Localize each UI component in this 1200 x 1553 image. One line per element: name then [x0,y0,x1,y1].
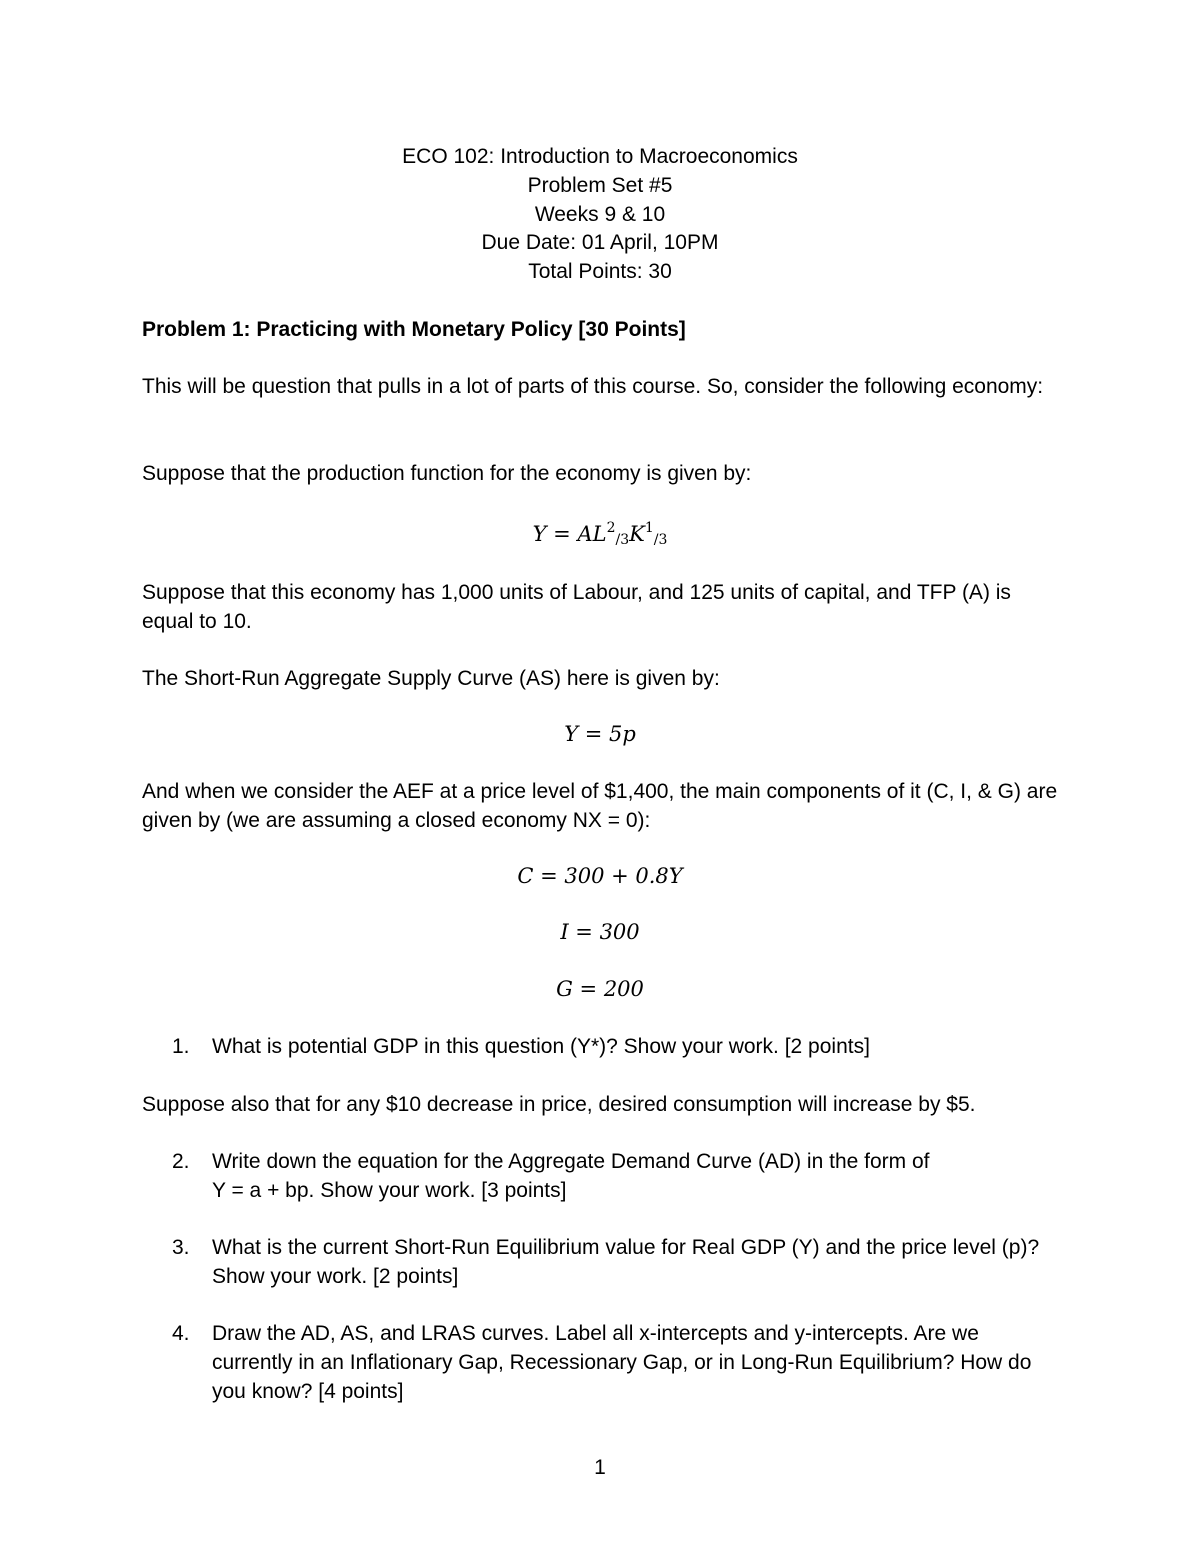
as-intro: The Short-Run Aggregate Supply Curve (AS) here is given by: [142,667,720,690]
government-equation: G = 200 [556,977,644,1001]
question-2 [172,1148,1062,1206]
document-header [0,143,1200,287]
as-equation: Y = 5p [564,722,636,746]
question-2-line-2: Y = a + bp. Show your work. [3 points] [212,1178,567,1202]
question-2-number: 2. [172,1150,190,1173]
production-intro: Suppose that the production function for the economy is given by: [142,462,752,485]
course-title: ECO 102: Introduction to Macroeconomics [402,145,798,168]
labour-exponent-num: 2 [606,520,616,536]
problem-title: Problem 1: Practicing with Monetary Policy [30 Points] [142,318,686,341]
production-eq-lhs: Y = AL [532,522,607,546]
problem-intro: This will be question that pulls in a lot of parts of this course. So, consider the following economy: [142,375,1044,398]
problem-set-title: Problem Set #5 [527,173,673,197]
aef-intro: And when we consider the AEF at a price level of $1,400, the main components of it (C, I, & G) are given by (we are assuming a closed economy NX = 0): [142,780,1058,832]
question-1 [172,1033,1062,1062]
labour-exponent-den: /3 [615,532,630,548]
capital-exponent-num: 1 [644,520,654,536]
consumption-equation: C = 300 + 0.8Y [517,864,683,888]
weeks-label: Weeks 9 & 10 [534,202,666,226]
assumption-text: Suppose also that for any $10 decrease in price, desired consumption will increase by $5. [142,1093,976,1116]
question-4 [172,1320,1062,1406]
question-3-number: 3. [172,1236,190,1259]
total-points: Total Points: 30 [528,260,672,284]
capital-exponent-den: /3 [653,532,668,548]
question-3-text: What is the current Short-Run Equilibrium value for Real GDP (Y) and the price level (p)? Show your work. [2 points] [212,1236,1040,1288]
question-4-text: Draw the AD, AS, and LRAS curves. Label all x-intercepts and y-intercepts. Are we currently in an Inflationary Gap, Recessionary Gap, or in Long-Run Equilibrium? How do you know? [4 points] [212,1322,1032,1403]
question-4-number: 4. [172,1322,190,1345]
question-1-number: 1. [172,1035,190,1058]
investment-equation: I = 300 [560,920,640,944]
question-3 [172,1234,1062,1292]
production-function-equation [0,520,1200,548]
question-2-line-1: Write down the equation for the Aggregate Demand Curve (AD) in the form of [212,1150,930,1173]
production-eq-capital: K [629,522,645,546]
due-date: Due Date: 01 April, 10PM [481,231,719,255]
endowment-text: Suppose that this economy has 1,000 units of Labour, and 125 units of capital, and TFP (A) is equal to 10. [142,581,1011,633]
page-number: 1 [594,1456,606,1479]
question-1-text: What is potential GDP in this question (Y*)? Show your work. [2 points] [212,1035,870,1058]
